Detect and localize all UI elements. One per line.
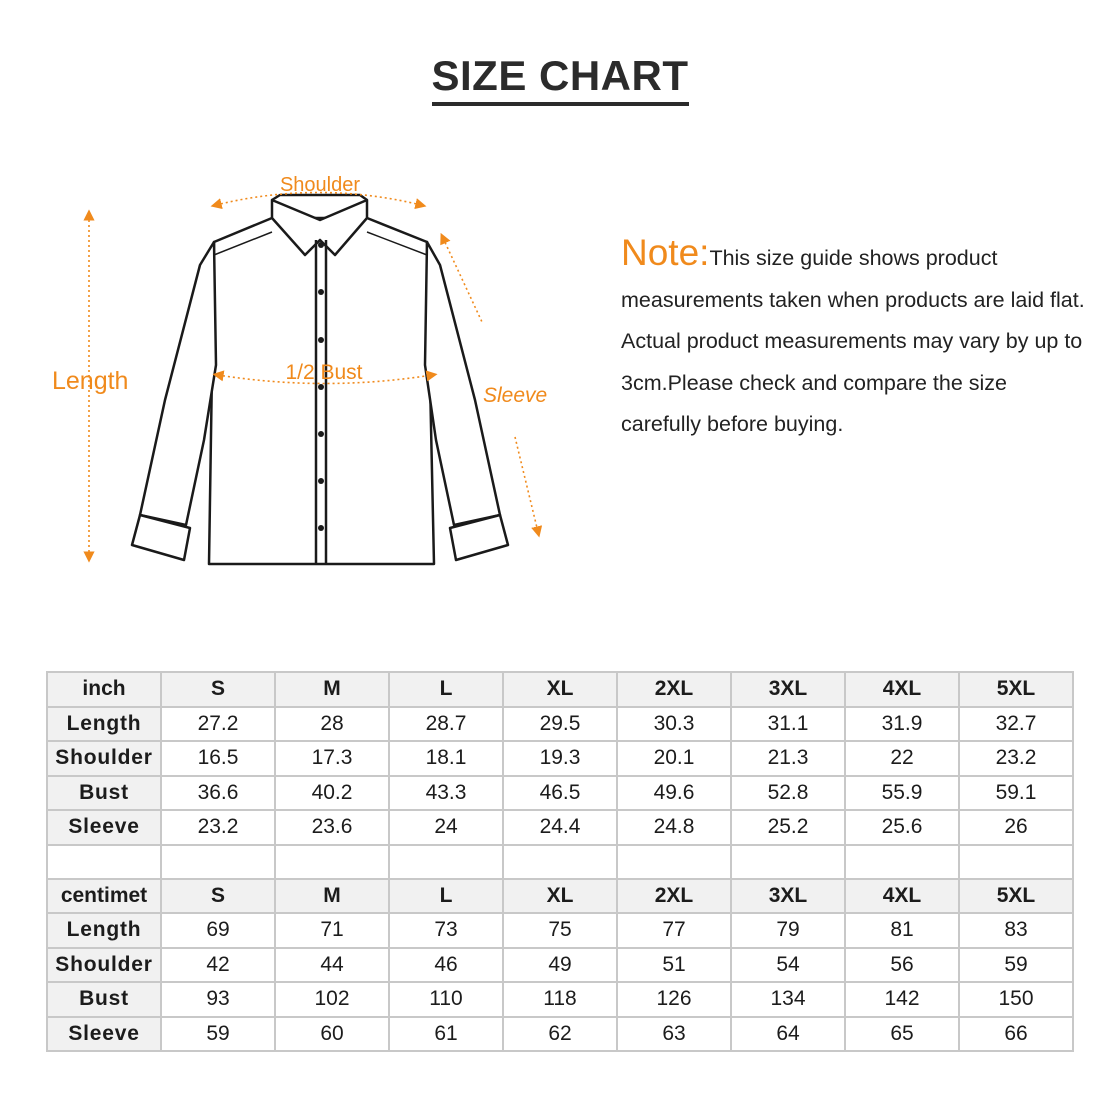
table-row [47, 741, 1073, 776]
empty-cell [47, 845, 161, 879]
measurement-value-cell: 81 [845, 913, 959, 948]
length-label: Length [52, 367, 129, 395]
measurement-value-cell: 51 [617, 948, 731, 983]
empty-cell [503, 845, 617, 879]
measurement-value-cell: 44 [275, 948, 389, 983]
size-header-cell: 3XL [731, 672, 845, 707]
measurement-value-cell: 59.1 [959, 776, 1073, 811]
measurement-value-cell: 43.3 [389, 776, 503, 811]
measurement-value-cell: 26 [959, 810, 1073, 845]
measurement-value-cell: 42 [161, 948, 275, 983]
measurement-value-cell: 56 [845, 948, 959, 983]
empty-cell [731, 845, 845, 879]
measurement-value-cell: 20.1 [617, 741, 731, 776]
measurement-value-cell: 46.5 [503, 776, 617, 811]
measurement-value-cell: 77 [617, 913, 731, 948]
measurement-value-cell: 46 [389, 948, 503, 983]
bust-label: 1/2 Bust [285, 361, 363, 384]
measurement-label-cell: Shoulder [47, 948, 161, 983]
table-row [47, 707, 1073, 742]
measurement-value-cell: 150 [959, 982, 1073, 1017]
shirt-diagram [30, 160, 590, 580]
size-header-cell: S [161, 879, 275, 914]
measurement-value-cell: 71 [275, 913, 389, 948]
table-row [47, 948, 1073, 983]
measurement-value-cell: 73 [389, 913, 503, 948]
measurement-label-cell: Bust [47, 982, 161, 1017]
measurement-value-cell: 49.6 [617, 776, 731, 811]
measurement-value-cell: 75 [503, 913, 617, 948]
measurement-value-cell: 134 [731, 982, 845, 1017]
unit-header-cell: inch [47, 672, 161, 707]
measurement-value-cell: 17.3 [275, 741, 389, 776]
measurement-value-cell: 54 [731, 948, 845, 983]
measurement-value-cell: 79 [731, 913, 845, 948]
size-header-cell: L [389, 672, 503, 707]
measurement-value-cell: 62 [503, 1017, 617, 1052]
inch-header-row [47, 672, 1073, 707]
measurement-value-cell: 83 [959, 913, 1073, 948]
measurement-value-cell: 21.3 [731, 741, 845, 776]
table-row [47, 810, 1073, 845]
measurement-value-cell: 142 [845, 982, 959, 1017]
measurement-value-cell: 22 [845, 741, 959, 776]
shoulder-label: Shoulder [279, 174, 361, 196]
note-block [621, 232, 1091, 446]
page-title-text: SIZE CHART [432, 52, 689, 106]
measurement-value-cell: 31.9 [845, 707, 959, 742]
measurement-value-cell: 18.1 [389, 741, 503, 776]
size-header-cell: XL [503, 672, 617, 707]
measurement-value-cell: 126 [617, 982, 731, 1017]
table-row [47, 1017, 1073, 1052]
table-spacer-row [47, 845, 1073, 879]
measurement-value-cell: 24.8 [617, 810, 731, 845]
measurement-value-cell: 59 [161, 1017, 275, 1052]
measurement-value-cell: 55.9 [845, 776, 959, 811]
measurement-value-cell: 30.3 [617, 707, 731, 742]
size-header-cell: 5XL [959, 672, 1073, 707]
measurement-value-cell: 29.5 [503, 707, 617, 742]
measurement-value-cell: 36.6 [161, 776, 275, 811]
measurement-value-cell: 52.8 [731, 776, 845, 811]
measurement-value-cell: 60 [275, 1017, 389, 1052]
size-header-cell: S [161, 672, 275, 707]
empty-cell [959, 845, 1073, 879]
size-header-cell: M [275, 672, 389, 707]
measurement-value-cell: 25.2 [731, 810, 845, 845]
measurement-value-cell: 23.6 [275, 810, 389, 845]
measurement-value-cell: 65 [845, 1017, 959, 1052]
size-header-cell: XL [503, 879, 617, 914]
size-header-cell: 3XL [731, 879, 845, 914]
measurement-value-cell: 28 [275, 707, 389, 742]
size-header-cell: 5XL [959, 879, 1073, 914]
measurement-value-cell: 40.2 [275, 776, 389, 811]
measurement-label-cell: Length [47, 913, 161, 948]
measurement-value-cell: 25.6 [845, 810, 959, 845]
measurement-value-cell: 23.2 [959, 741, 1073, 776]
sleeve-label: Sleeve [483, 384, 548, 407]
empty-cell [275, 845, 389, 879]
measurement-label-cell: Length [47, 707, 161, 742]
size-header-cell: 2XL [617, 672, 731, 707]
measurement-value-cell: 69 [161, 913, 275, 948]
measurement-value-cell: 32.7 [959, 707, 1073, 742]
table-row [47, 982, 1073, 1017]
measurement-value-cell: 64 [731, 1017, 845, 1052]
measurement-value-cell: 23.2 [161, 810, 275, 845]
size-header-cell: L [389, 879, 503, 914]
size-table [46, 671, 1074, 1052]
page-title [0, 52, 1120, 106]
table-row [47, 776, 1073, 811]
measurement-value-cell: 59 [959, 948, 1073, 983]
measurement-value-cell: 28.7 [389, 707, 503, 742]
note-label: Note: [621, 232, 710, 273]
measurement-value-cell: 19.3 [503, 741, 617, 776]
table-row [47, 913, 1073, 948]
size-header-cell: 2XL [617, 879, 731, 914]
measurement-value-cell: 102 [275, 982, 389, 1017]
empty-cell [617, 845, 731, 879]
measurement-value-cell: 27.2 [161, 707, 275, 742]
measurement-label-cell: Sleeve [47, 810, 161, 845]
cm-header-row [47, 879, 1073, 914]
measurement-value-cell: 16.5 [161, 741, 275, 776]
measurement-value-cell: 66 [959, 1017, 1073, 1052]
size-header-cell: M [275, 879, 389, 914]
measurement-value-cell: 24 [389, 810, 503, 845]
size-header-cell: 4XL [845, 879, 959, 914]
empty-cell [389, 845, 503, 879]
note-text: This size guide shows product measurements taken when products are laid flat. Actual product measurements may vary by up to 3cm.Please check and compare the size carefully before buying. [621, 246, 1085, 436]
measurement-value-cell: 63 [617, 1017, 731, 1052]
measurement-label-cell: Sleeve [47, 1017, 161, 1052]
measurement-value-cell: 61 [389, 1017, 503, 1052]
empty-cell [161, 845, 275, 879]
measurement-value-cell: 118 [503, 982, 617, 1017]
measurement-label-cell: Bust [47, 776, 161, 811]
size-header-cell: 4XL [845, 672, 959, 707]
measurement-label-cell: Shoulder [47, 741, 161, 776]
measurement-value-cell: 31.1 [731, 707, 845, 742]
measurement-value-cell: 49 [503, 948, 617, 983]
measurement-value-cell: 110 [389, 982, 503, 1017]
sleeve-arrow-lower [515, 437, 538, 532]
empty-cell [845, 845, 959, 879]
unit-header-cell: centimet [47, 879, 161, 914]
measurement-value-cell: 93 [161, 982, 275, 1017]
measurement-value-cell: 24.4 [503, 810, 617, 845]
